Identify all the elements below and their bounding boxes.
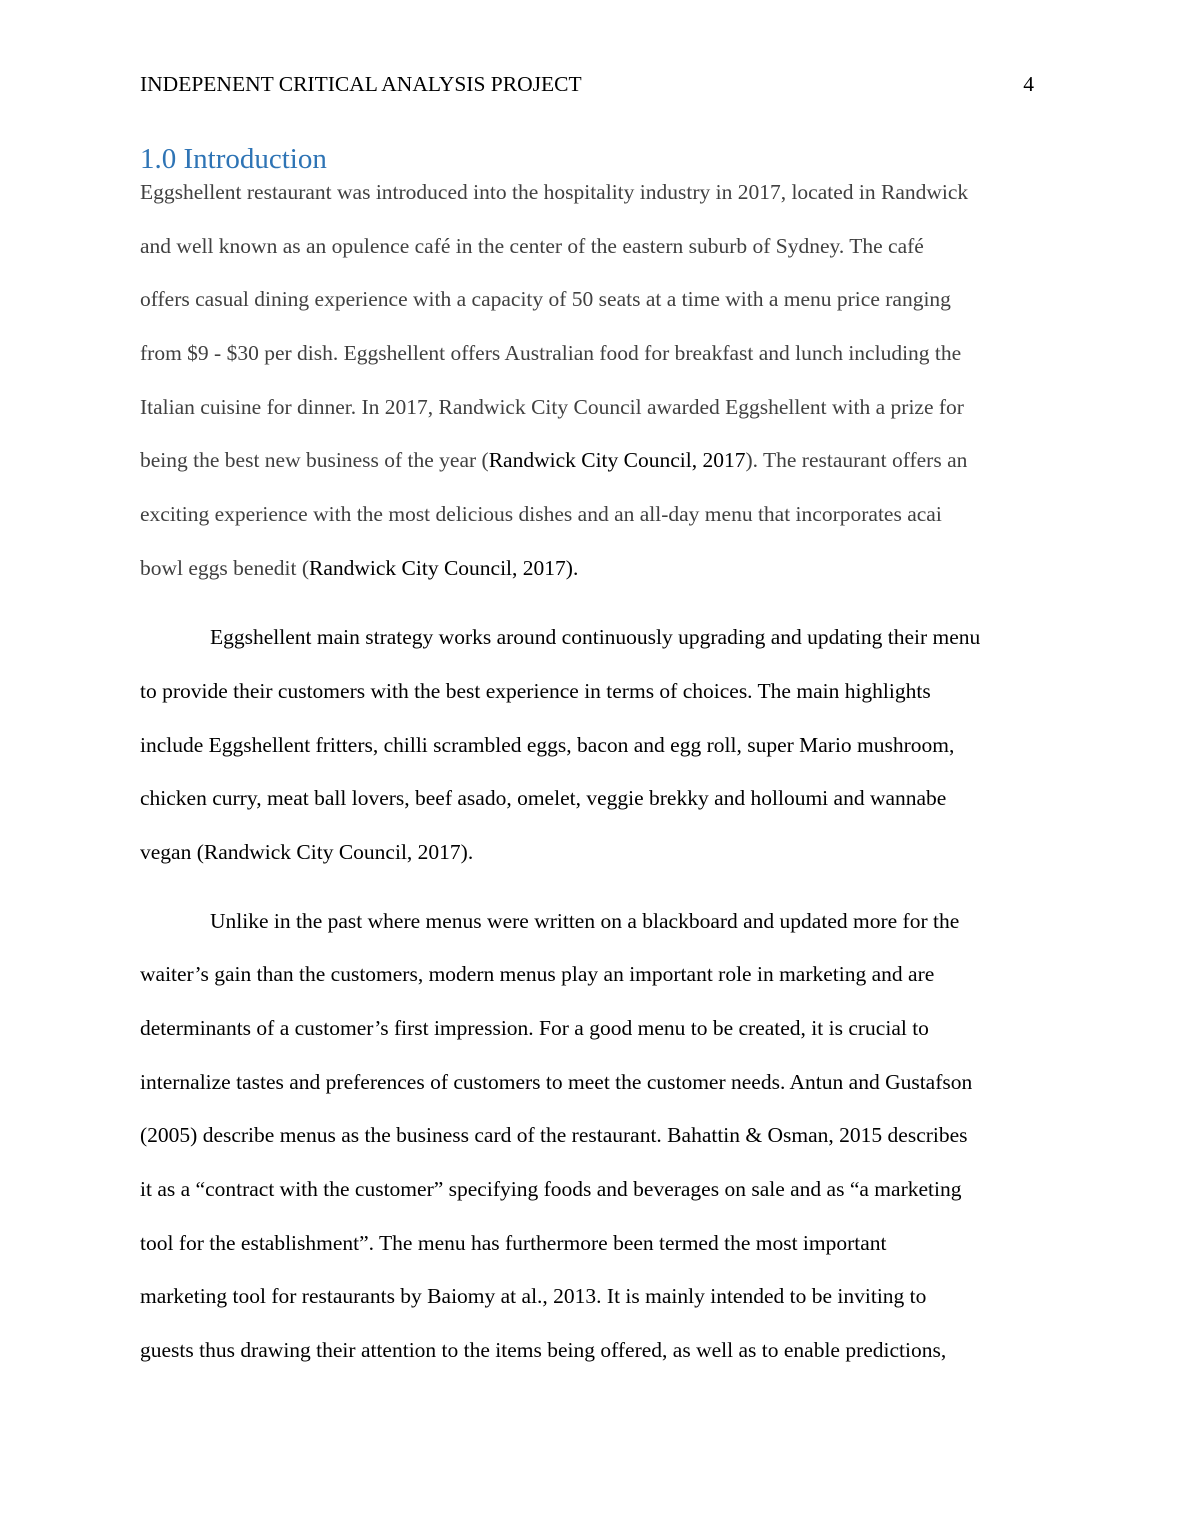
paragraph-line: include Eggshellent fritters, chilli scrambled eggs, bacon and egg roll, super Mario mushroom, xyxy=(140,733,955,757)
paragraph-line: exciting experience with the most delicious dishes and an all-day menu that incorporates acai xyxy=(140,502,942,526)
paragraph-line: Italian cuisine for dinner. In 2017, Randwick City Council awarded Eggshellent with a prize for xyxy=(140,395,964,419)
paragraph-line: Eggshellent main strategy works around continuously upgrading and updating their menu xyxy=(210,625,981,649)
section-heading: 1.0 Introduction xyxy=(140,143,327,175)
paragraph-line: chicken curry, meat ball lovers, beef asado, omelet, veggie brekky and holloumi and wannabe xyxy=(140,786,947,810)
paragraph-line xyxy=(140,554,578,582)
paragraph-line: Eggshellent restaurant was introduced into the hospitality industry in 2017, located in Randwick xyxy=(140,180,969,204)
line-text: ). xyxy=(565,556,579,580)
running-title: INDEPENENT CRITICAL ANALYSIS PROJECT xyxy=(140,72,582,96)
paragraph-line: internalize tastes and preferences of customers to meet the customer needs. Antun and Gustafson xyxy=(140,1070,973,1094)
paragraph-line: vegan (Randwick City Council, 2017). xyxy=(140,840,474,864)
paragraph-line: and well known as an opulence café in the center of the eastern suburb of Sydney. The café xyxy=(140,234,924,258)
citation: Randwick City Council, 2017 xyxy=(308,556,566,580)
paragraph-line: it as a “contract with the customer” specifying foods and beverages on sale and as “a marketing xyxy=(140,1177,962,1201)
line-text: ). The restaurant offers an xyxy=(745,448,968,472)
paragraph-line xyxy=(140,446,967,474)
paragraph-line: Unlike in the past where menus were written on a blackboard and updated more for the xyxy=(210,909,960,933)
paragraph-line: marketing tool for restaurants by Baiomy at al., 2013. It is mainly intended to be inviting to xyxy=(140,1284,927,1308)
citation: Randwick City Council, 2017 xyxy=(488,448,746,472)
paragraph-line: to provide their customers with the best experience in terms of choices. The main highlights xyxy=(140,679,931,703)
line-text: being the best new business of the year ( xyxy=(140,448,489,472)
paragraph-line: from $9 - $30 per dish. Eggshellent offers Australian food for breakfast and lunch including the xyxy=(140,341,962,365)
paragraph-line: (2005) describe menus as the business card of the restaurant. Bahattin & Osman, 2015 describes xyxy=(140,1123,968,1147)
paragraph-line: tool for the establishment”. The menu has furthermore been termed the most important xyxy=(140,1231,887,1255)
page-number: 4 xyxy=(1023,72,1034,96)
paragraph-line: determinants of a customer’s first impression. For a good menu to be created, it is crucial to xyxy=(140,1016,929,1040)
paragraph-line: waiter’s gain than the customers, modern menus play an important role in marketing and are xyxy=(140,962,935,986)
paragraph-line: guests thus drawing their attention to the items being offered, as well as to enable predictions, xyxy=(140,1338,947,1362)
line-text: bowl eggs benedit ( xyxy=(140,556,309,580)
paragraph-line: offers casual dining experience with a capacity of 50 seats at a time with a menu price ranging xyxy=(140,287,951,311)
